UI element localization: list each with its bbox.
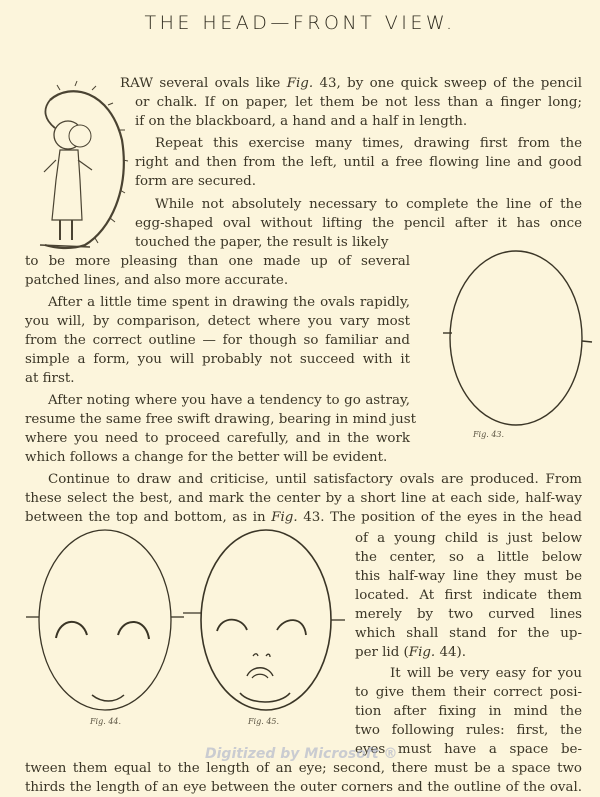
text-line: two following rules: first, the [355, 723, 582, 738]
text-line: form are secured. [135, 174, 257, 189]
text-line: egg-shaped oval without lifting the pencil after it has once [135, 216, 582, 231]
text-line: if on the blackboard, a hand and a half in length. [135, 114, 468, 129]
page-title: THE HEAD—FRONT VIEW. [144, 12, 456, 34]
text-line: While not absolutely necessary to complete the line of the [155, 197, 582, 212]
text-line: It will be very easy for you [390, 666, 582, 681]
text-line: eyes must have a space be- [355, 742, 582, 757]
text-line: of a young child is just below [355, 531, 582, 546]
text-line: which shall stand for the up- [355, 626, 582, 641]
text-line: you will, by comparison, detect where you vary most [25, 314, 410, 329]
text-line: tween them equal to the length of an eye; second, there must be a space two [25, 761, 582, 776]
figure-44-caption: Fig. 44. [90, 717, 122, 726]
text-line: Repeat this exercise many times, drawing first from the [155, 136, 582, 151]
decorative-initial-d-illustration [30, 80, 130, 255]
text-line: which follows a change for the better will be evident. [25, 450, 388, 465]
text-line: After a little time spent in drawing the ovals rapidly, [48, 295, 410, 310]
figure-45-face [180, 525, 350, 715]
text-line: RAW several ovals like Fig. 43, by one quick sweep of the pencil [120, 76, 582, 91]
text-line: simple a form, you will probably not succeed with it [25, 352, 410, 367]
figure-43-oval [425, 244, 600, 429]
figure-44-face [20, 525, 190, 715]
text-line: per lid (Fig. 44). [355, 645, 466, 660]
text-line: from the correct outline — for though so familiar and [25, 333, 410, 348]
text-line: Continue to draw and criticise, until satisfactory ovals are produced. From [48, 472, 582, 487]
text-line: or chalk. If on paper, let them be not less than a finger long; [135, 95, 582, 110]
text-line: to give them their correct posi- [355, 685, 582, 700]
text-line: thirds the length of an eye between the outer corners and the outline of the oval. [25, 780, 582, 795]
text-line: this half-way line they must be [355, 569, 582, 584]
text-line: where you need to proceed carefully, and in the work [25, 431, 410, 446]
text-line: right and then from the left, until a free flowing line and good [135, 155, 582, 170]
text-line: touched the paper, the result is likely [135, 235, 389, 250]
text-line: After noting where you have a tendency to go astray, [48, 393, 410, 408]
text-line: located. At first indicate them [355, 588, 582, 603]
text-line: patched lines, and also more accurate. [25, 273, 289, 288]
digitization-watermark: Digitized by Microsoft ® [205, 746, 398, 762]
text-line: the center, so a little below [355, 550, 582, 565]
text-line: these select the best, and mark the center by a short line at each side, half-way [25, 491, 582, 506]
text-line: merely by two curved lines [355, 607, 582, 622]
text-line: at first. [25, 371, 75, 386]
text-line: between the top and bottom, as in Fig. 43. The position of the eyes in the head [25, 510, 582, 525]
text-line: resume the same free swift drawing, bearing in mind just [25, 412, 416, 427]
text-line: tion after fixing in mind the [355, 704, 582, 719]
text-line: to be more pleasing than one made up of several [25, 254, 410, 269]
figure-45-caption: Fig. 45. [248, 717, 280, 726]
figure-43-caption: Fig. 43. [473, 430, 505, 439]
